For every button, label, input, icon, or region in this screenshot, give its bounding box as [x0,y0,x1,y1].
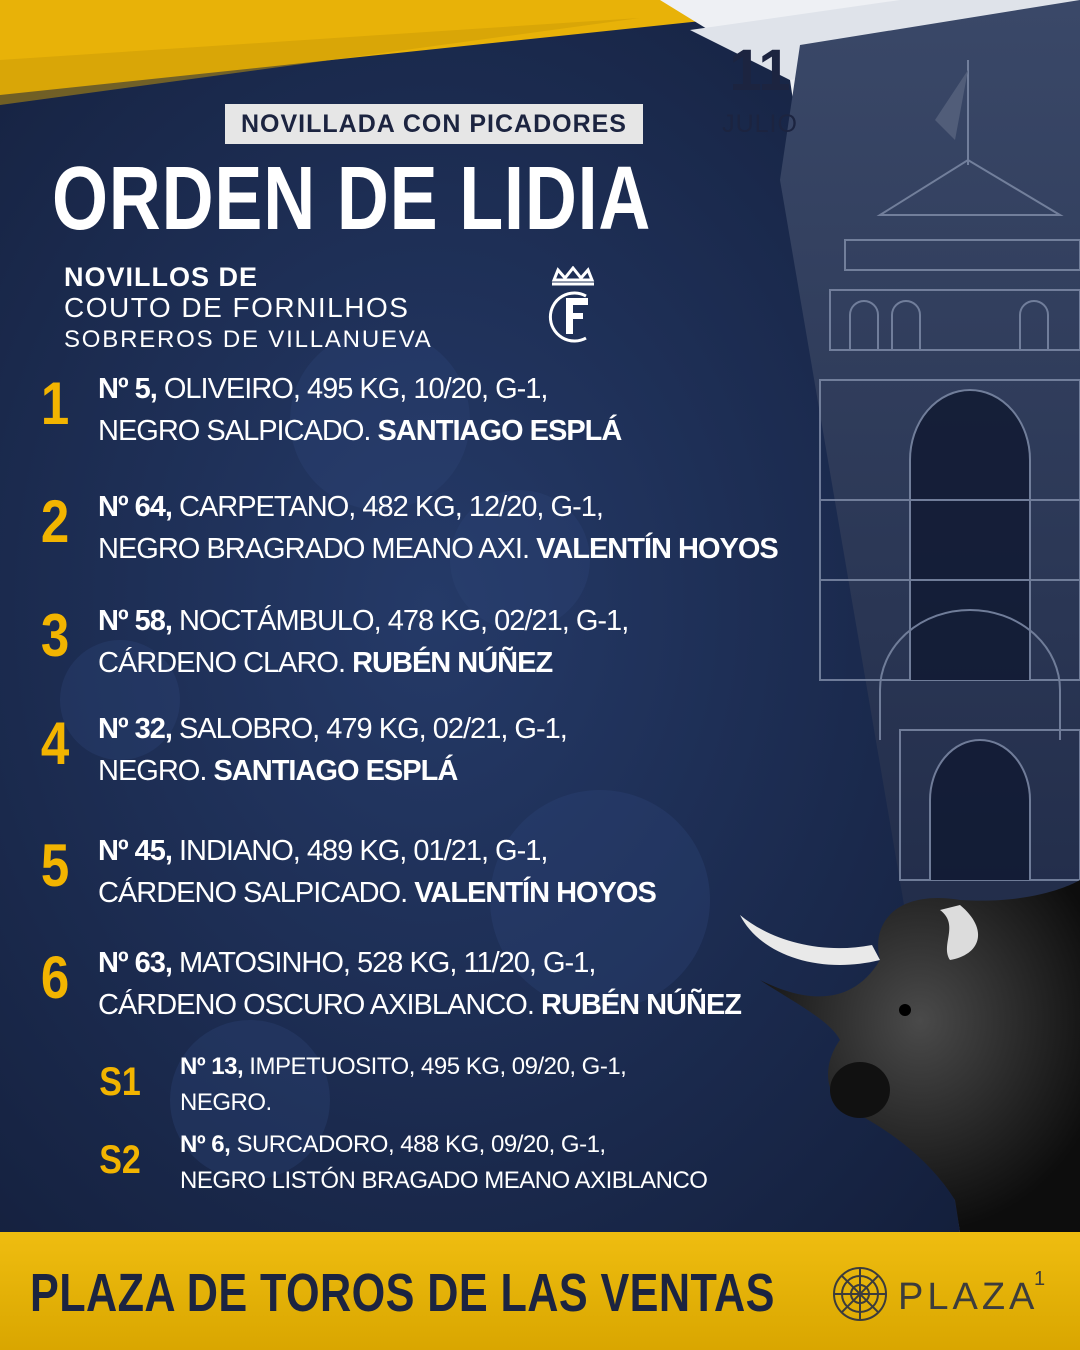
date-day: 11 [729,38,791,103]
bull-details: OLIVEIRO, 495 KG, 10/20, G-1, [156,373,548,405]
bullfighter-name: RUBÉN NÚÑEZ [540,989,741,1021]
bull-id: Nº 5, [98,373,157,405]
bullfighter-name: RUBÉN NÚÑEZ [352,647,553,679]
bullfighter-name: VALENTÍN HOYOS [536,533,778,565]
bull-id: Nº 63, [98,947,172,979]
page-title: ORDEN DE LIDIA [52,149,652,249]
bull-line-1 [98,946,595,980]
bull-details: SALOBRO, 479 KG, 02/21, G-1, [171,713,567,745]
bull-details: INDIANO, 489 KG, 01/21, G-1, [171,835,548,867]
sobrero-order: S2 [99,1138,141,1182]
bull-id: Nº 45, [98,835,172,867]
bull-line-1 [98,834,547,868]
bull-coat: CÁRDENO CLARO. [98,647,353,679]
bull-line-2 [98,414,621,448]
bullfighter-name: SANTIAGO ESPLÁ [377,415,622,447]
bull-order-number: 6 [40,944,70,1011]
bull-id: Nº 58, [98,605,172,637]
bull-line-1 [98,372,547,406]
date-month: JULIO [722,110,798,138]
sobrero-details: IMPETUOSITO, 495 KG, 09/20, G-1, [243,1053,627,1080]
sobrero-details: SURCADORO, 488 KG, 09/20, G-1, [230,1131,606,1158]
bull-line-2 [98,988,741,1022]
bull-coat: NEGRO SALPICADO. [98,415,378,447]
bull-line-1 [98,604,628,638]
brand-name: PLAZA [898,1276,1039,1318]
breeder-heading: NOVILLOS DE [64,262,259,292]
bull-line-2 [98,532,778,566]
bull-coat: CÁRDENO OSCURO AXIBLANCO. [98,989,541,1021]
brand-superscript: 1 [1034,1268,1046,1290]
bull-coat: NEGRO BRAGRADO MEANO AXI. [98,533,537,565]
sobrero-coat: NEGRO LISTÓN BRAGADO MEANO AXIBLANCO [180,1167,708,1194]
bull-line-1 [98,490,603,524]
bull-line-2 [98,646,552,680]
venue-name: PLAZA DE TOROS DE LAS VENTAS [30,1263,775,1323]
bull-details: NOCTÁMBULO, 478 KG, 02/21, G-1, [171,605,629,637]
bullfighter-name: VALENTÍN HOYOS [414,877,656,909]
bull-id: Nº 32, [98,713,172,745]
sobrero-id: Nº 13, [180,1053,244,1080]
bull-details: MATOSINHO, 528 KG, 11/20, G-1, [171,947,596,979]
bullfighter-name: SANTIAGO ESPLÁ [213,755,458,787]
sobrero-order: S1 [99,1060,141,1104]
bull-line-2 [98,876,656,910]
event-type-badge: NOVILLADA CON PICADORES [225,104,643,144]
sobrero-id: Nº 6, [180,1131,231,1158]
sobrero-coat: NEGRO. [180,1089,272,1116]
bull-line-2 [98,754,457,788]
breeder-name: COUTO DE FORNILHOS [64,292,410,323]
bull-order-number: 4 [40,710,70,777]
plaza1-rosette-icon [832,1266,888,1322]
bull-order-number: 2 [40,488,70,555]
bull-line-1 [98,712,567,746]
bull-coat: NEGRO. [98,755,214,787]
breeder-reserves: SOBREROS DE VILLANUEVA [64,326,433,353]
bull-order-number: 1 [40,370,70,437]
sobrero-line-1 [180,1130,606,1160]
cf-crown-logo-icon [540,266,606,348]
bull-coat: CÁRDENO SALPICADO. [98,877,415,909]
bull-details: CARPETANO, 482 KG, 12/20, G-1, [171,491,603,523]
sobrero-line-1 [180,1052,626,1082]
bull-id: Nº 64, [98,491,172,523]
bull-order-number: 3 [40,602,70,669]
bull-order-number: 5 [40,832,70,899]
